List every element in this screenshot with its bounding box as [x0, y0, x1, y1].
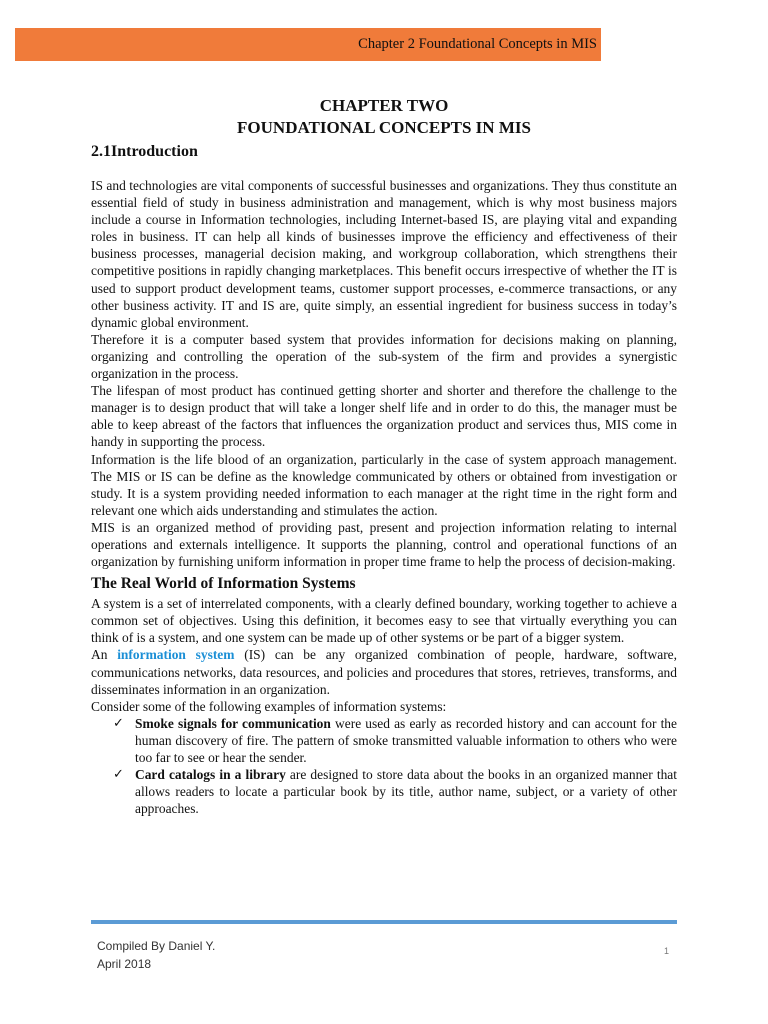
checkmark-icon: ✓: [113, 767, 124, 783]
example-term: Smoke signals for communication: [135, 715, 331, 731]
page-number: 1: [664, 946, 670, 956]
paragraph: MIS is an organized method of providing past, present and projection information relating to internal operations and externals intelligence. It supports the planning, control and operational functions of an organization by furnishing uniform information in proper time frame to help the process of decision-making.: [91, 519, 677, 570]
section-heading: [91, 143, 198, 161]
examples-list: [91, 715, 677, 818]
footer-author: Compiled By Daniel Y.: [97, 939, 216, 953]
text-span: (IS) can be any organized combination of people, hardware, software, communications networks, data resources, and policies and procedures that stores, retrieves, transforms, and disseminates information in an organization.: [91, 647, 677, 697]
footer-rule: [91, 920, 677, 924]
document-body: [91, 177, 677, 817]
header-band: [15, 28, 601, 61]
paragraph: The lifespan of most product has continued getting shorter and shorter and therefore the challenge to the manager is to design product that will take a longer shelf life and in order to do this, the manager must be able to keep abreast of the factors that influences the organization product and services thus, MIS come in handy in supporting the process.: [91, 383, 677, 450]
checkmark-icon: ✓: [113, 715, 124, 731]
chapter-titles: [0, 95, 768, 139]
section-number: 2.1: [91, 143, 111, 160]
example-text: are designed to store data about the books in an organized manner that allows readers to locate a particular book by its title, author name, subject, or a variety of other approaches.: [135, 767, 677, 817]
text-span: An: [91, 647, 118, 663]
section-title: Introduction: [111, 143, 198, 160]
example-term: Card catalogs in a library: [135, 767, 286, 783]
paragraph: IS and technologies are vital components of successful businesses and organizations. They thus constitute an essential field of study in business administration and management, which is why most business majors include a course in Information technologies, including Internet-based IS, are playing vital and expanding roles in business. IT can help all kinds of businesses improve the efficiency and effectiveness of their business processes, managerial decision making, and workgroup collaboration, which strengthens their competitive positions in rapidly changing marketplaces. This benefit occurs irrespective of whether the IT is used to support product development teams, customer support processes, e-commerce transactions, or any other business activity. IT and IS are, quite simply, an essential ingredient for business success in today’s dynamic global environment.: [91, 178, 677, 330]
chapter-name-title: FOUNDATIONAL CONCEPTS IN MIS: [237, 118, 531, 137]
example-text: were used as early as recorded history and can account for the human discovery of fire. The pattern of smoke transmitted valuable information to others who were too far to see or hear the sender.: [135, 715, 677, 765]
paragraph: Consider some of the following examples of information systems:: [91, 698, 447, 714]
paragraph: Information is the life blood of an organization, particularly in the case of system approach management. The MIS or IS can be define as the knowledge communicated by others or obtained from investigation or study. It is a system providing needed information to each manager at the right time in the right form and relevant one which aids understanding and stimulates the action.: [91, 451, 677, 518]
footer-credit: [97, 937, 215, 973]
running-header: Chapter 2 Foundational Concepts in MIS: [358, 36, 597, 52]
list-item: [113, 715, 677, 766]
paragraph: [91, 646, 677, 697]
paragraph: A system is a set of interrelated components, with a clearly defined boundary, working together to achieve a common set of objectives. Using this definition, it becomes easy to see that virtually everything you can think of is a system, and one system can be made up of other systems or be part of a bigger system.: [91, 596, 677, 646]
footer-date: April 2018: [97, 957, 152, 971]
paragraph: Therefore it is a computer based system that provides information for decisions making on planning, organizing and controlling the operation of the sub-system of the firm and provides a synergistic organization in the process.: [91, 331, 677, 382]
chapter-number-title: CHAPTER TWO: [319, 96, 449, 115]
subsection-heading: The Real World of Information Systems: [91, 575, 356, 593]
information-system-link[interactable]: information system: [117, 647, 235, 663]
list-item: [113, 766, 677, 817]
